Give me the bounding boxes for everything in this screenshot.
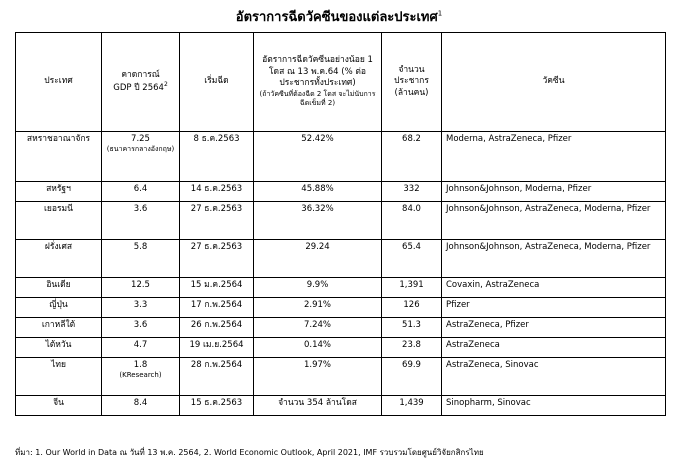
rate-cell: 0.14% (254, 338, 382, 358)
population-cell: 1,391 (382, 278, 442, 298)
table-row (16, 338, 666, 358)
gdp-value: 1.8 (133, 360, 148, 370)
vaccine-cell: Johnson&Johnson, AstraZeneca, Moderna, Pfizer (442, 202, 666, 240)
gdp-value: 5.8 (133, 242, 148, 252)
population-cell: 84.0 (382, 202, 442, 240)
vaccine-cell: Covaxin, AstraZeneca (442, 278, 666, 298)
start-cell: 8 ธ.ค.2563 (180, 132, 254, 182)
population-cell: 332 (382, 182, 442, 202)
gdp-value: 3.3 (133, 300, 148, 310)
vaccination-table (15, 32, 666, 416)
table-row (16, 182, 666, 202)
gdp-value: 12.5 (131, 280, 150, 290)
gdp-cell (102, 132, 180, 182)
start-cell: 26 ก.พ.2564 (180, 318, 254, 338)
gdp-cell (102, 298, 180, 318)
page-title: อัตราการฉีดวัคซีนของแต่ละประเทศ$^1$ (235, 9, 443, 25)
gdp-cell (102, 358, 180, 396)
table-row (16, 202, 666, 240)
country-cell: สหราชอาณาจักร (16, 132, 102, 182)
start-cell: 19 เม.ย.2564 (180, 338, 254, 358)
start-cell: 17 ก.พ.2564 (180, 298, 254, 318)
table-row (16, 298, 666, 318)
rate-cell: 52.42% (254, 132, 382, 182)
start-cell: 15 ม.ค.2564 (180, 278, 254, 298)
gdp-value: 8.4 (133, 398, 148, 408)
start-cell: 28 ก.พ.2564 (180, 358, 254, 396)
rate-cell: 9.9% (254, 278, 382, 298)
vaccine-cell: AstraZeneca, Sinovac (442, 358, 666, 396)
gdp-note: (ธนาคารกลางอังกฤษ) (106, 145, 175, 154)
gdp-cell (102, 202, 180, 240)
country-cell: อินเดีย (16, 278, 102, 298)
header-rate: อัตราการฉีดวัคซีนอย่างน้อย 1 โดส ณ 13 พ.ค.64 (% ต่อประชากรทั้งประเทศ) (ถ้าวัคซีนที่ต้องฉีด 2 โดส จะไม่นับการฉีดเข็มที่ 2) (254, 33, 382, 132)
vaccine-cell: Sinopharm, Sinovac (442, 396, 666, 416)
country-cell: สหรัฐฯ (16, 182, 102, 202)
table-row (16, 132, 666, 182)
gdp-value: 3.6 (133, 320, 148, 330)
country-cell: ฝรั่งเศส (16, 240, 102, 278)
header-start: เริ่มฉีด (180, 33, 254, 132)
country-cell: เกาหลีใต้ (16, 318, 102, 338)
header-row (16, 33, 666, 132)
gdp-value: 7.25 (131, 134, 150, 144)
population-cell: 23.8 (382, 338, 442, 358)
rate-cell: 36.32% (254, 202, 382, 240)
start-cell: 27 ธ.ค.2563 (180, 240, 254, 278)
vaccine-cell: AstraZeneca (442, 338, 666, 358)
header-country: ประเทศ (16, 33, 102, 132)
table-row (16, 358, 666, 396)
population-cell: 69.9 (382, 358, 442, 396)
vaccine-cell: Johnson&Johnson, Moderna, Pfizer (442, 182, 666, 202)
population-cell: 68.2 (382, 132, 442, 182)
population-cell: 1,439 (382, 396, 442, 416)
population-cell: 65.4 (382, 240, 442, 278)
country-cell: จีน (16, 396, 102, 416)
gdp-value: 4.7 (133, 340, 148, 350)
rate-cell: 7.24% (254, 318, 382, 338)
gdp-cell (102, 318, 180, 338)
table-row (16, 240, 666, 278)
start-cell: 15 ธ.ค.2563 (180, 396, 254, 416)
header-gdp: คาดการณ์ GDP ปี 2564$^2$ (102, 33, 180, 132)
start-cell: 27 ธ.ค.2563 (180, 202, 254, 240)
rate-cell: 2.91% (254, 298, 382, 318)
country-cell: ไต้หวัน (16, 338, 102, 358)
gdp-cell (102, 182, 180, 202)
table-row (16, 318, 666, 338)
country-cell: ญี่ปุ่น (16, 298, 102, 318)
header-vaccine: วัคซีน (442, 33, 666, 132)
gdp-cell (102, 396, 180, 416)
rate-cell: จำนวน 354 ล้านโดส (254, 396, 382, 416)
gdp-cell (102, 240, 180, 278)
country-cell: ไทย (16, 358, 102, 396)
gdp-note: (KResearch) (119, 371, 162, 380)
table-row (16, 396, 666, 416)
vaccine-cell: Pfizer (442, 298, 666, 318)
gdp-value: 6.4 (133, 184, 148, 194)
vaccine-cell: Moderna, AstraZeneca, Pfizer (442, 132, 666, 182)
source-footnote: ที่มา: 1. Our World in Data ณ วันที่ 13 พ.ค. 2564, 2. World Economic Outlook, April 2021, IMF รวบรวมโดยศูนย์วิจัยกสิกรไทย (15, 448, 484, 457)
start-cell: 14 ธ.ค.2563 (180, 182, 254, 202)
vaccine-cell: Johnson&Johnson, AstraZeneca, Moderna, Pfizer (442, 240, 666, 278)
rate-cell: 45.88% (254, 182, 382, 202)
gdp-value: 3.6 (133, 204, 148, 214)
table-row (16, 278, 666, 298)
vaccine-cell: AstraZeneca, Pfizer (442, 318, 666, 338)
population-cell: 126 (382, 298, 442, 318)
gdp-cell (102, 338, 180, 358)
rate-cell: 29.24 (254, 240, 382, 278)
gdp-cell (102, 278, 180, 298)
rate-cell: 1.97% (254, 358, 382, 396)
country-cell: เยอรมนี (16, 202, 102, 240)
population-cell: 51.3 (382, 318, 442, 338)
header-population: จำนวนประชากร (ล้านคน) (382, 33, 442, 132)
